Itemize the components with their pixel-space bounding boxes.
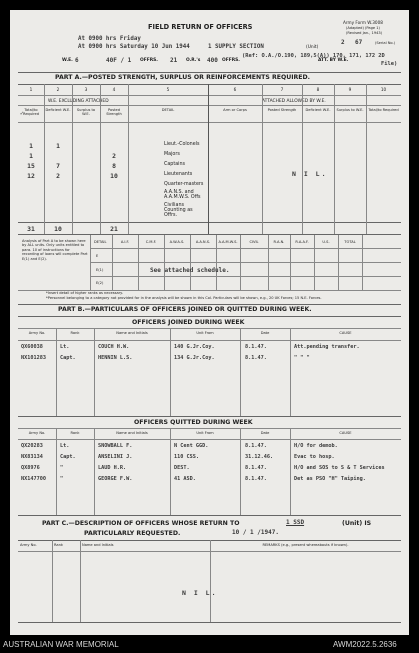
analysis-column-header: A.A.N.S. xyxy=(195,240,211,244)
part-b-column-line xyxy=(170,328,171,416)
serial-value-2: 67 xyxy=(355,39,363,46)
joined-row-name: HENNIN L.S. xyxy=(98,355,133,361)
part-a-column-header: Total/to Required xyxy=(23,108,39,117)
part-b-column-header: CAUSE xyxy=(339,431,352,435)
part-b-column-line xyxy=(94,328,95,416)
analysis-row-e2: E(2) xyxy=(96,281,104,285)
part-b-column-header: Date xyxy=(260,431,270,435)
analysis-column-header: TOTAL xyxy=(344,240,356,244)
part-a-total: 31 xyxy=(27,225,35,233)
form-title: FIELD RETURN OF OFFICERS xyxy=(148,23,253,31)
part-b-column-line xyxy=(56,428,57,515)
part-a-column-header: Posted Strength xyxy=(267,108,297,112)
typed-unit-ref: (Ref: O.A./O.190, 189,5(A)) 170, 171, 172 2D xyxy=(242,53,385,59)
part-c-nil: N I L. xyxy=(182,589,218,597)
offrs-label: OFFRS. xyxy=(140,58,158,63)
typed-line-1: At 0900 hrs Friday xyxy=(78,36,141,42)
part-b-column-header: Army No. xyxy=(28,331,46,335)
quitted-row-rank: " xyxy=(60,476,64,482)
quitted-row-rank: Capt. xyxy=(60,454,76,460)
part-a-value: 8 xyxy=(112,162,116,170)
part-b-title: PART B.—PARTICULARS OF OFFICERS JOINED OR QUITTED DURING WEEK. xyxy=(58,306,312,313)
part-c-typed-unit: 1 SSD xyxy=(286,519,305,526)
part-a-nil: N I L. xyxy=(292,170,328,178)
part-b-column-line xyxy=(56,328,57,416)
quitted-row-date: 8.1.47. xyxy=(245,465,267,471)
quitted-row-date: 8.1.47. xyxy=(245,443,267,449)
part-a-column-number: 5 xyxy=(166,87,170,92)
part-a-value: 10 xyxy=(110,172,118,180)
quitted-row-army-no: QX20283 xyxy=(21,443,43,449)
form-page xyxy=(10,10,409,635)
part-c-title-a: PART C.—DESCRIPTION OF OFFICERS WHOSE RETURN TO xyxy=(42,520,240,527)
part-b-column-header: Name and Initials xyxy=(116,431,148,435)
joined-row-cause: " " " xyxy=(294,355,310,361)
we-value: 6 xyxy=(75,57,79,64)
part-a-column-line xyxy=(302,84,303,234)
part-a-value: 1 xyxy=(29,152,33,160)
part-a-column-header: Surplus to W.E. xyxy=(336,108,364,112)
part-b-column-header: Rank xyxy=(70,431,80,435)
joined-row-rank: Lt. xyxy=(60,344,70,350)
quitted-row-date: 31.12.46. xyxy=(245,454,274,460)
part-a-column-header: Deficient W.E. xyxy=(45,108,71,112)
unit-label: (Unit) xyxy=(306,45,319,50)
typed-line-2: At 0900 hrs Saturday 10 Jun 1944 xyxy=(78,44,190,50)
part-a-column-header: Arm or Corps xyxy=(223,108,247,112)
footer-credit: AUSTRALIAN WAR MEMORIAL xyxy=(3,640,119,649)
part-a-column-line xyxy=(128,84,129,234)
analysis-row-e: E xyxy=(96,254,99,258)
att-by-we-label: ATT. BY W.E. xyxy=(318,58,349,63)
analysis-column-header: U.S. xyxy=(322,240,330,244)
part-a-column-line xyxy=(208,84,209,234)
analysis-typed: See attached schedule. xyxy=(150,267,230,274)
rank-aans: A.A.N.S. and A.A.M.W.S. Offs xyxy=(164,189,201,200)
analysis-column-header: A.W.A.S. xyxy=(169,240,185,244)
quitted-row-cause: H/O for demob. xyxy=(294,443,338,449)
part-a-column-line xyxy=(334,84,335,234)
joined-row-army-no: QX60038 xyxy=(21,344,43,350)
tick-mark: ✓ xyxy=(20,110,24,117)
part-a-column-number: 7 xyxy=(280,87,284,92)
ors-value: 400 xyxy=(207,57,218,64)
quitted-row-name: ANSELINI J. xyxy=(98,454,133,460)
footnote-1: *Insert detail of higher ranks as necessary. xyxy=(46,291,123,295)
joined-row-name: COUCH H.W. xyxy=(98,344,130,350)
part-b-column-line xyxy=(290,428,291,515)
joined-row-date: 8.1.47. xyxy=(245,344,267,350)
quitted-row-unit: N Cent GGD. xyxy=(174,443,209,449)
analysis-column-header: C.M.F. xyxy=(145,240,157,244)
part-a-column-number: 10 xyxy=(380,87,387,92)
part-c-column-header: Army No. xyxy=(20,543,37,547)
joined-title: OFFICERS JOINED DURING WEEK xyxy=(132,319,245,326)
joined-row-cause: Att.pending transfer. xyxy=(294,344,360,350)
part-c-typed-date: 10 / 1 /1947. xyxy=(232,529,279,536)
part-a-column-number: 3 xyxy=(84,87,88,92)
part-b-column-line xyxy=(240,328,241,416)
part-b-column-header: Date xyxy=(260,331,270,335)
quitted-row-name: SNOWBALL F. xyxy=(98,443,133,449)
offrs-value: 21 xyxy=(170,57,178,64)
part-a-value: 12 xyxy=(27,172,35,180)
part-a-column-header: DETAIL xyxy=(161,108,175,112)
typed-unit: 1 SUPPLY SECTION xyxy=(208,44,264,50)
part-a-value: 2 xyxy=(112,152,116,160)
joined-row-date: 8.1.47. xyxy=(245,355,267,361)
part-a-value: 1 xyxy=(56,142,60,150)
part-c-title-b: PARTICULARLY REQUESTED. xyxy=(84,530,181,537)
rank-civilians: Civilians Counting as Offrs. xyxy=(164,202,193,219)
part-b-column-header: Name and Initials xyxy=(116,331,148,335)
rank-list xyxy=(164,140,206,219)
quitted-row-cause: Evac to hosp. xyxy=(294,454,335,460)
quitted-row-army-no: NX83134 xyxy=(21,454,43,460)
we-label: W.E. xyxy=(62,58,73,63)
quitted-title: OFFICERS QUITTED DURING WEEK xyxy=(134,419,253,426)
part-c-column-header: REMARKS (e.g., present whereabouts if known). xyxy=(262,543,349,547)
quitted-row-name: LAUD H.R. xyxy=(98,465,127,471)
part-c-column-line xyxy=(52,540,53,622)
part-b-column-header: Unit From xyxy=(196,431,214,435)
quitted-row-rank: " xyxy=(60,465,64,471)
analysis-column-line xyxy=(362,235,363,290)
attached-allowed: ATTACHED ALLOWED BY W.E. xyxy=(262,99,326,104)
part-a-column-number: 9 xyxy=(348,87,352,92)
serial-value: 2 xyxy=(341,39,345,46)
part-a-column-line xyxy=(262,84,263,234)
part-b-column-line xyxy=(290,328,291,416)
part-c-unit-label: (Unit) IS xyxy=(342,520,372,527)
part-a-column-header: Total/to Required xyxy=(368,108,399,112)
form-revised: (Revised Jan., 1943) xyxy=(346,31,383,35)
joined-row-army-no: NX101283 xyxy=(21,355,46,361)
part-b-column-line xyxy=(94,428,95,515)
part-a-total: 10 xyxy=(54,225,62,233)
part-c-column-line xyxy=(80,540,81,622)
rank-majors: Majors xyxy=(164,151,180,157)
part-c-column-header: Rank xyxy=(54,543,63,547)
part-b-column-header: Army No. xyxy=(28,431,46,435)
quitted-row-cause: Det as PSO "H" Taiping. xyxy=(294,476,366,482)
part-a-column-number: 1 xyxy=(29,87,33,92)
part-a-column-line xyxy=(72,84,73,234)
typed-files: File) xyxy=(381,61,398,67)
form-adapted: (Adapted) (Page 1) xyxy=(346,26,380,30)
part-a-value: 2 xyxy=(56,172,60,180)
part-a-column-number: 6 xyxy=(233,87,237,92)
analysis-detail: DETAIL xyxy=(94,240,107,244)
analysis-column-header: A.A.M.W.S. xyxy=(218,240,238,244)
we-suffix: 40F / 1 xyxy=(106,57,132,64)
analysis-column-header: R.A.N. xyxy=(273,240,285,244)
rank-lieutenants: Lieutenants xyxy=(164,171,193,177)
part-a-column-number: 4 xyxy=(112,87,116,92)
analysis-column-header: CIVIL xyxy=(249,240,259,244)
quitted-row-rank: Lt. xyxy=(60,443,70,449)
part-a-column-header: Posted Strength xyxy=(106,108,122,117)
footnote-2: *Personnel belonging to a category not provided for in the analysis will be shown in this Col. Particulars will be shown, e.g., 20 UK Forces; 15 N.E. Forces. xyxy=(46,296,322,300)
joined-row-rank: Capt. xyxy=(60,355,76,361)
quitted-row-unit: DEST. xyxy=(174,465,190,471)
part-b-column-header: Rank xyxy=(70,331,80,335)
joined-row-unit: 134 G.Jr.Coy. xyxy=(174,355,215,361)
part-a-value: 1 xyxy=(29,142,33,150)
we-excluding-attached: W.E. EXCLUDING ATTACHED xyxy=(48,99,109,104)
joined-row-unit: 140 G.Jr.Coy. xyxy=(174,344,215,350)
part-a-title: PART A.—POSTED STRENGTH, SURPLUS OR REINFORCEMENTS REQUIRED. xyxy=(55,74,311,81)
ors-label: O.R.'s xyxy=(186,58,201,63)
part-c-column-line xyxy=(210,540,211,622)
analysis-row-e1: E(1) xyxy=(96,268,104,272)
quitted-row-cause: H/O and SOS to S & T Services xyxy=(294,465,385,471)
part-a-value: 7 xyxy=(56,162,60,170)
att-offrs-label: OFFRS. xyxy=(222,58,240,63)
quitted-row-unit: 110 CSS. xyxy=(174,454,199,460)
rank-lieut-colonels: Lieut.-Colonels xyxy=(164,142,200,147)
quitted-row-army-no: QX8976 xyxy=(21,465,40,471)
analysis-note: Analysis of Part A to be shown here by ALL units. Only units entitled to para. 10 of instructions for recording of loans will complete Part E(1) and E(2). xyxy=(22,239,88,261)
rank-captains: Captains xyxy=(164,161,186,167)
part-a-column-number: 8 xyxy=(316,87,320,92)
part-b-column-line xyxy=(170,428,171,515)
serial-label: (Serial No.) xyxy=(375,41,396,45)
part-a-total: 21 xyxy=(110,225,118,233)
form-number: Army Form W.3008 xyxy=(343,20,383,25)
part-b-column-header: Unit From xyxy=(196,331,214,335)
footer-accession: AWM2022.5.2636 xyxy=(333,640,397,649)
quitted-row-name: GEORGE F.W. xyxy=(98,476,133,482)
part-a-column-number: 2 xyxy=(56,87,60,92)
part-a-column-line xyxy=(366,84,367,234)
quitted-row-date: 8.1.47. xyxy=(245,476,267,482)
part-c-column-header: Name and Initials xyxy=(82,543,114,547)
part-a-column-line xyxy=(44,84,45,234)
part-a-value: 15 xyxy=(27,162,35,170)
part-a-column-header: Surplus to W.E. xyxy=(76,108,96,117)
rank-quartermasters: Quarter-masters xyxy=(164,181,204,187)
part-a-column-header: Deficient W.E. xyxy=(305,108,331,112)
quitted-row-unit: 41 ASD. xyxy=(174,476,196,482)
analysis-column-header: A.I.F. xyxy=(120,240,130,244)
analysis-column-header: R.A.A.F. xyxy=(295,240,309,244)
quitted-row-army-no: NX147700 xyxy=(21,476,46,482)
part-b-column-header: CAUSE xyxy=(339,331,352,335)
part-b-column-line xyxy=(240,428,241,515)
